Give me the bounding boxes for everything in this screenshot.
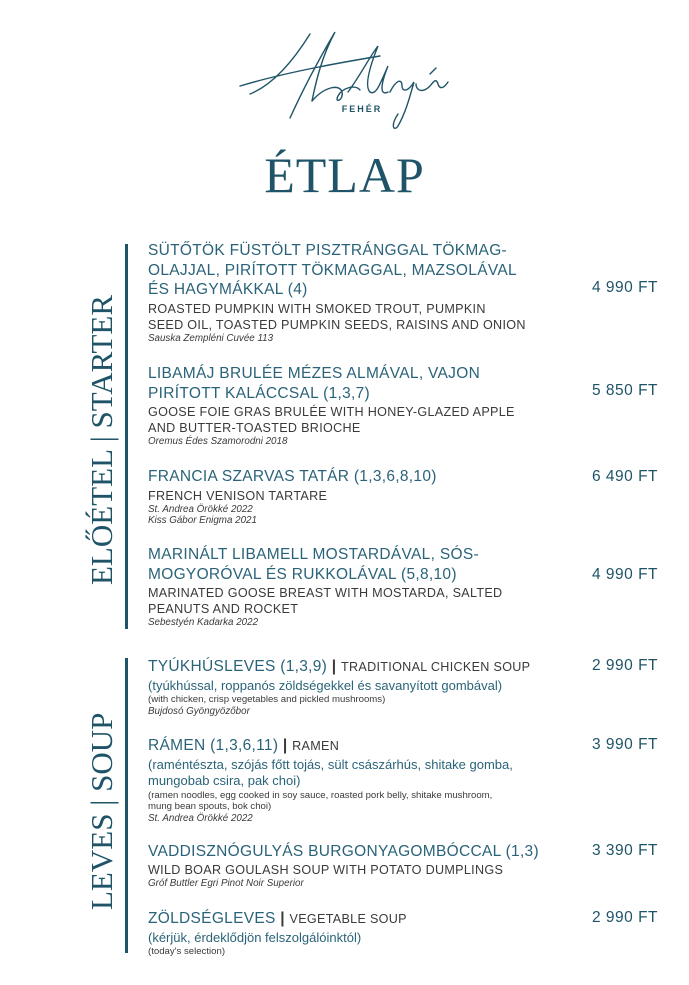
wine-pairing: Gróf Buttler Egri Pinot Noir Superior — [148, 877, 304, 889]
logo-subtitle: FEHÉR — [341, 104, 383, 114]
item-price: 3 390 FT — [592, 842, 659, 859]
item-description-hu: (raméntészta, szójás főtt tojás, sült császárhús, shitake gomba, mungobab csira, pak choi) — [148, 756, 513, 788]
item-price: 3 990 FT — [592, 736, 659, 753]
item-title-line — [148, 657, 598, 678]
item-name-hu: SÜTŐTÖK FÜSTÖLT PISZTRÁNGGAL TÖKMAG- OLAJJAL, PIRÍTOTT TÖKMAGGAL, MAZSOLÁVAL ÉS HAGYMÁKKAL (4) — [148, 242, 517, 298]
item-name-en: FRENCH VENISON TARTARE — [148, 488, 328, 503]
wine-pairing: Bujdosó Gyöngyözőbor — [148, 705, 250, 717]
wine-pairing: Sauska Zempléni Cuvée 113 — [148, 332, 274, 344]
item-price: 5 850 FT — [592, 382, 659, 399]
item-price: 6 490 FT — [592, 468, 659, 485]
item-name-hu: ZÖLDSÉGLEVES — [148, 910, 276, 927]
item-name-hu: TYÚKHÚSLEVES (1,3,9) — [148, 658, 328, 675]
item-description-en: (ramen noodles, egg cooked in soy sauce, roasted pork belly, shitake mushroom, mung bean spouts, bok choi) — [148, 789, 493, 812]
separator: | — [331, 658, 337, 675]
menu-item — [148, 657, 598, 717]
item-price: 2 990 FT — [592, 657, 659, 674]
item-name-en: ROASTED PUMPKIN WITH SMOKED TROUT, PUMPKIN SEED OIL, TOASTED PUMPKIN SEEDS, RAISINS AND ONION — [148, 301, 526, 332]
item-name-en: VEGETABLE SOUP — [289, 912, 407, 926]
item-price: 4 990 FT — [592, 279, 659, 296]
item-price: 4 990 FT — [592, 566, 659, 583]
item-description-en: (with chicken, crisp vegetables and pickled mushrooms) — [148, 694, 386, 705]
item-title-line — [148, 736, 588, 757]
hattyu-feher-logo — [230, 26, 470, 136]
item-name-hu: VADDISZNÓGULYÁS BURGONYAGOMBÓCCAL (1,3) — [148, 843, 539, 860]
item-name-hu: LIBAMÁJ BRULÉE MÉZES ALMÁVAL, VAJON PIRÍTOTT KALÁCCSAL (1,3,7) — [148, 365, 481, 402]
section-label-soup: LEVES | SOUP — [84, 712, 119, 910]
separator: | — [282, 737, 288, 754]
item-description-en: (today's selection) — [148, 946, 226, 957]
item-name-hu: FRANCIA SZARVAS TATÁR (1,3,6,8,10) — [148, 468, 437, 485]
menu-item — [148, 241, 588, 344]
item-name-hu: MARINÁLT LIBAMELL MOSTARDÁVAL, SÓS- MOGYORÓVAL ÉS RUKKOLÁVAL (5,8,10) — [148, 546, 479, 583]
wine-pairing: St. Andrea Örökké 2022 Kiss Gábor Enigma 2021 — [148, 503, 257, 526]
menu-item — [148, 545, 588, 629]
item-name-en: MARINATED GOOSE BREAST WITH MOSTARDA, SALTED PEANUTS AND ROCKET — [148, 586, 503, 616]
menu-item — [148, 736, 588, 824]
section-divider-starter — [125, 244, 128, 629]
item-price: 2 990 FT — [592, 909, 659, 926]
wine-pairing: St. Andrea Örökké 2022 — [148, 812, 253, 824]
section-divider-soup — [125, 658, 128, 953]
menu-item — [148, 467, 588, 527]
item-name-en: WILD BOAR GOULASH SOUP WITH POTATO DUMPLINGS — [148, 862, 504, 877]
item-description-hu: (tyúkhússal, roppanós zöldségekkel és savanyított gombával) — [148, 677, 503, 693]
menu-item — [148, 909, 588, 958]
menu-item — [148, 842, 588, 889]
wine-pairing: Oremus Édes Szamorodni 2018 — [148, 436, 288, 447]
item-description-hu: (kérjük, érdeklődjön felszolgálóinktól) — [148, 929, 362, 945]
item-name-hu: RÁMEN (1,3,6,11) — [148, 737, 279, 754]
item-title-line — [148, 909, 588, 930]
page-title: ÉTLAP — [264, 147, 425, 203]
item-name-en: GOOSE FOIE GRAS BRULÉE WITH HONEY-GLAZED APPLE AND BUTTER-TOASTED BRIOCHE — [148, 405, 515, 435]
separator: | — [280, 910, 285, 927]
item-name-en: RAMEN — [292, 739, 340, 753]
section-label-starter: ELŐÉTEL | STARTER — [84, 294, 119, 585]
menu-item — [148, 364, 588, 448]
item-name-en: TRADITIONAL CHICKEN SOUP — [341, 660, 531, 674]
wine-pairing: Sebestyén Kadarka 2022 — [148, 617, 259, 628]
